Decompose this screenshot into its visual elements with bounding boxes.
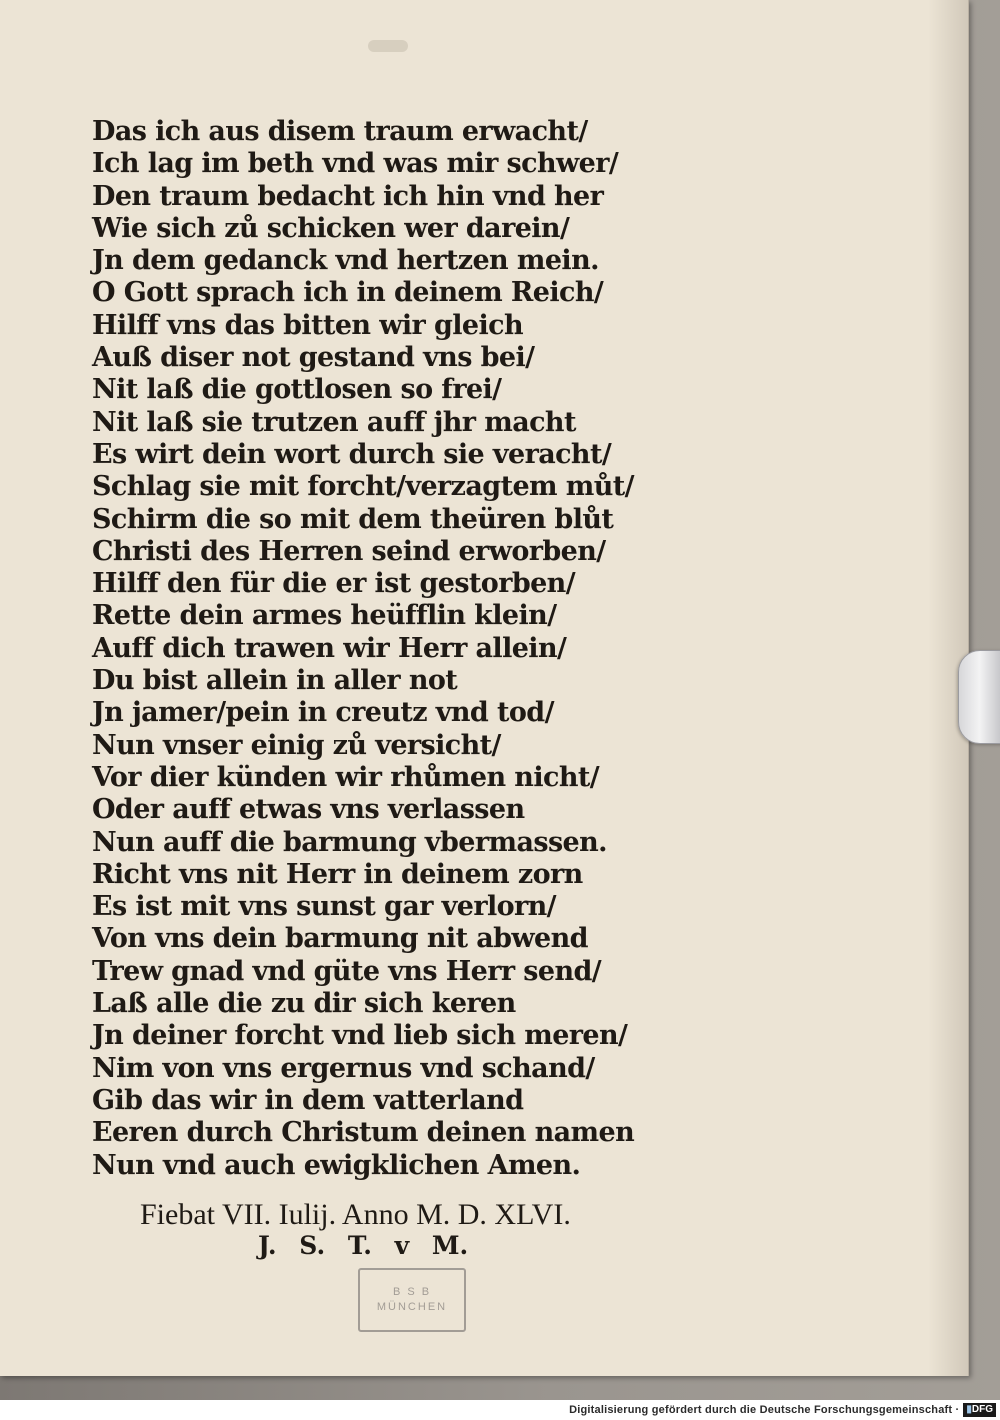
verse-line: Nun vnser einig zů versicht/ [92, 729, 501, 761]
dfg-logo-text: DFG [971, 1404, 993, 1415]
verse-line: Richt vns nit Herr in deinem zorn [92, 858, 583, 890]
verse-line: Nit laß sie trutzen auff jhr macht [92, 406, 576, 438]
verse-line: Jn dem gedanck vnd hertzen mein. [92, 245, 599, 277]
verse-line: Den traum bedacht ich hin vnd her [92, 180, 604, 212]
colophon-date: Fiebat VII. Iulij. Anno M. D. XLVI. [140, 1198, 571, 1231]
stamp-line-2: MÜNCHEN [376, 1301, 448, 1313]
verse-line: Christi des Herren seind erworben/ [92, 535, 606, 567]
printer-initials: J. S. T. v M. [258, 1231, 469, 1260]
verse-line: Gib das wir in dem vatterland [92, 1084, 524, 1116]
verse-line: Oder auff etwas vns verlassen [92, 794, 525, 826]
ink-bleed-mark [368, 40, 408, 52]
verse-line: Nun vnd auch ewigklichen Amen. [92, 1149, 581, 1181]
dfg-logo-icon: ▮DFG [963, 1403, 996, 1417]
verse-line: Laß alle die zu dir sich keren [92, 988, 516, 1020]
verse-line: Nim von vns ergernus vnd schand/ [92, 1052, 595, 1084]
verse-line: Es ist mit vns sunst gar verlorn/ [92, 891, 556, 923]
verse-line: Trew gnad vnd güte vns Herr send/ [92, 955, 602, 987]
verse-line: Das ich aus disem traum erwacht/ [92, 116, 588, 147]
verse-line: Schlag sie mit forcht/verzagtem můt/ [92, 471, 634, 503]
page-clip-icon [958, 650, 1000, 744]
library-stamp [358, 1268, 466, 1332]
verse-line: Auff dich trawen wir Herr allein/ [92, 632, 567, 664]
verse-line: Eeren durch Christum deinen namen [92, 1117, 635, 1149]
poem-verses [92, 116, 652, 1182]
verse-line: Auß diser not gestand vns bei/ [92, 342, 535, 374]
digitization-footer [0, 1400, 1000, 1420]
verse-line: Hilff vns das bitten wir gleich [92, 309, 524, 341]
verse-line: Nit laß die gottlosen so frei/ [92, 374, 502, 406]
verse-line: Wie sich zů schicken wer darein/ [92, 212, 570, 244]
verse-line: Vor dier künden wir rhůmen nicht/ [92, 761, 599, 793]
verse-line: O Gott sprach ich in deinem Reich/ [92, 277, 604, 309]
verse-line: Es wirt dein wort durch sie veracht/ [92, 438, 612, 470]
verse-line: Schirm die so mit dem theüren blůt [92, 503, 614, 535]
verse-line: Hilff den für die er ist gestorben/ [92, 568, 575, 600]
verse-line: Von vns dein barmung nit abwend [92, 923, 588, 955]
verse-line: Jn deiner forcht vnd lieb sich meren/ [92, 1020, 628, 1052]
stamp-line-1: B S B [392, 1286, 432, 1298]
verse-line: Nun auff die barmung vbermassen. [92, 826, 607, 858]
verse-line: Rette dein armes heüfflin klein/ [92, 600, 557, 632]
verse-line: Ich lag im beth vnd was mir schwer/ [92, 148, 619, 180]
funding-notice: Digitalisierung gefördert durch die Deutsche Forschungsgemeinschaft · [569, 1404, 960, 1416]
verse-line: Jn jamer/pein in creutz vnd tod/ [92, 697, 554, 729]
verse-line: Du bist allein in aller not [92, 665, 458, 697]
